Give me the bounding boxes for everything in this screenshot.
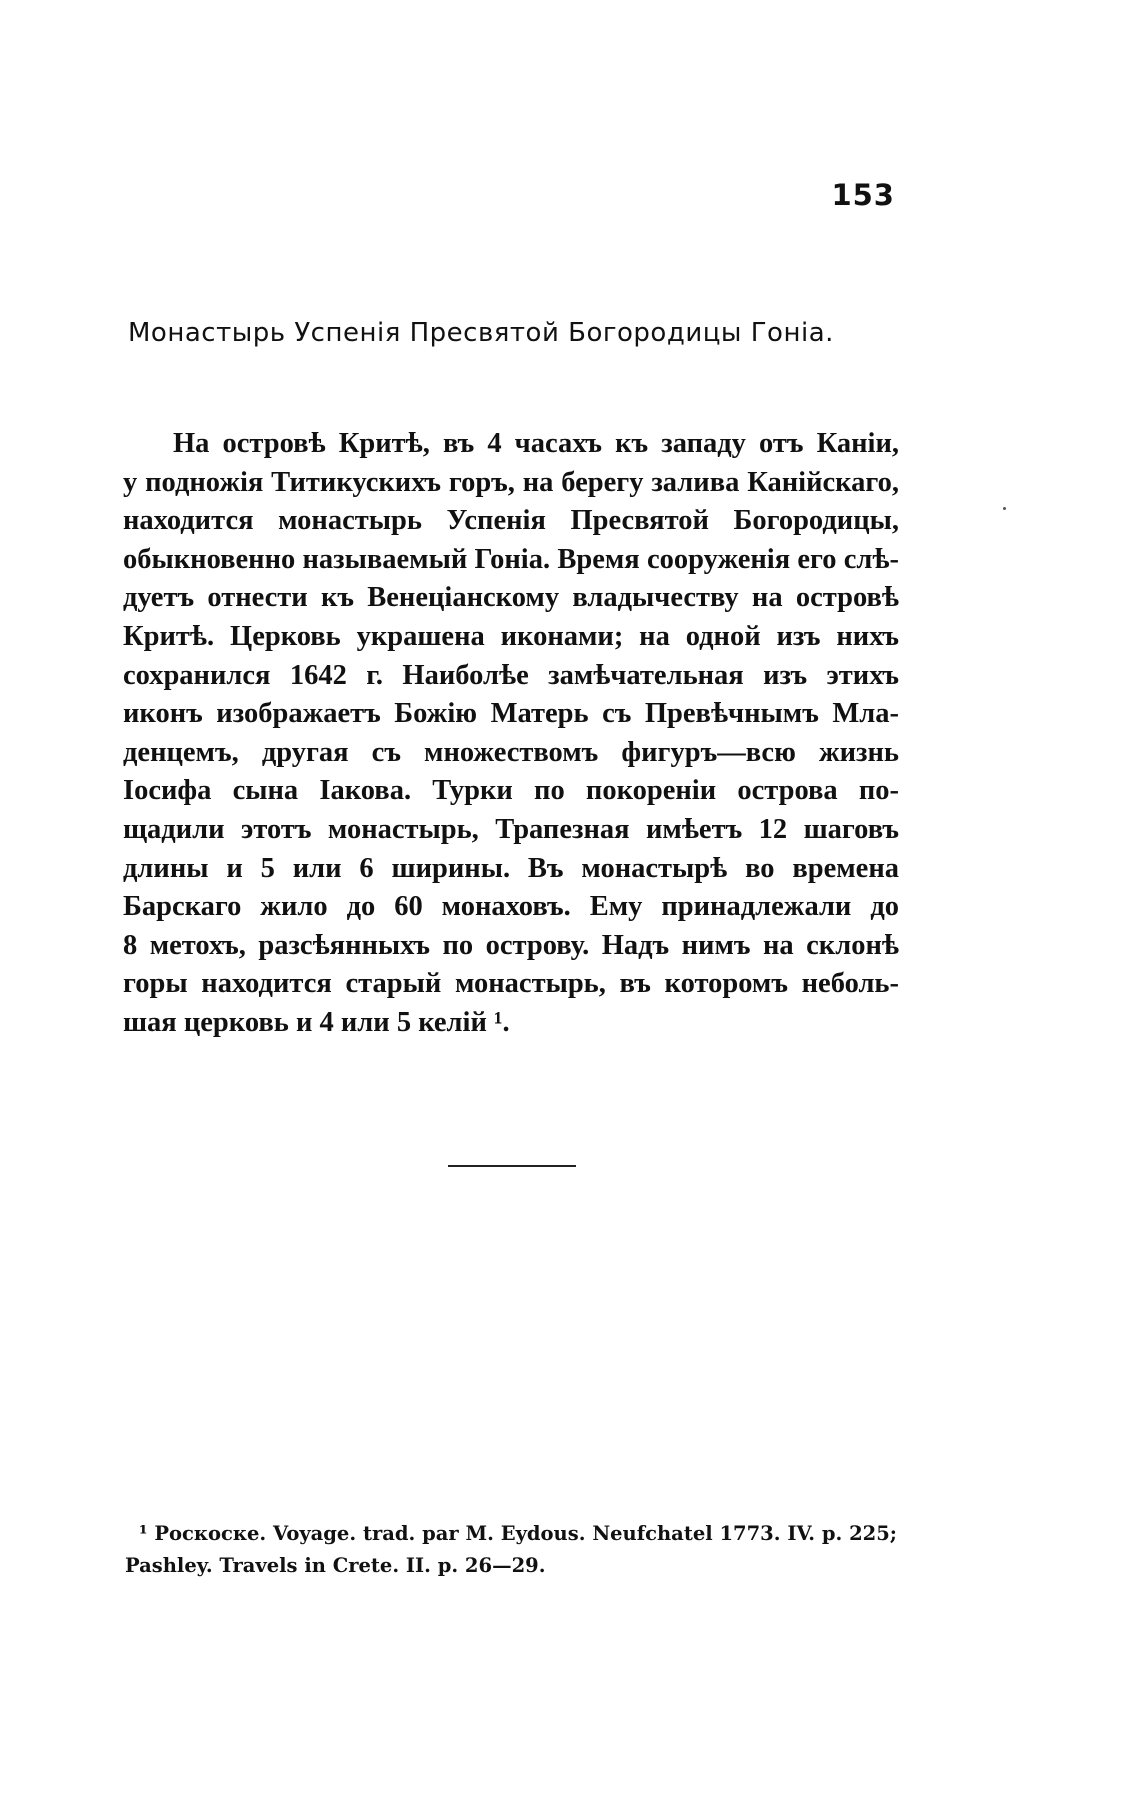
body-line: Іосифа сына Іакова. Турки по покореніи острова по-	[123, 775, 899, 807]
footnote-line: ¹ Роскоске. Voyage. trad. par M. Eydous. Neufchatel 1773. IV. p. 225;	[139, 1522, 897, 1545]
body-line: Критѣ. Церковь украшена иконами; на одной изъ нихъ	[123, 620, 899, 652]
scan-speck	[1003, 507, 1006, 510]
body-line: обыкновенно называемый Гоніа. Время сооруженія его слѣ-	[123, 543, 899, 575]
body-line: у подножія Титикускихъ горъ, на берегу залива Канійскаго,	[123, 466, 899, 498]
body-line: шая церковь и 4 или 5 келій ¹.	[123, 1006, 510, 1038]
body-line: длины и 5 или 6 ширины. Въ монастырѣ во времена	[123, 852, 899, 884]
body-line: щадили этотъ монастырь, Трапезная имѣетъ 12 шаговъ	[123, 813, 899, 845]
body-line: Барскаго жило до 60 монаховъ. Ему принадлежали до	[123, 891, 899, 923]
section-separator-tail	[564, 1165, 576, 1167]
body-line: сохранился 1642 г. Наиболѣе замѣчательная изъ этихъ	[123, 659, 899, 691]
body-line: иконъ изображаетъ Божію Матерь съ Превѣчнымъ Мла-	[123, 698, 899, 730]
body-line: горы находится старый монастырь, въ которомъ неболь-	[123, 968, 899, 1000]
body-line: денцемъ, другая съ множествомъ фигуръ—всю жизнь	[123, 736, 899, 768]
body-text	[123, 425, 899, 1043]
footnote-line: Pashley. Travels in Crete. II. p. 26—29.	[125, 1554, 546, 1577]
page-number: 153	[831, 178, 895, 212]
body-line: дуетъ отнести къ Венеціанскому владычеству на островѣ	[123, 582, 899, 614]
footnote	[125, 1518, 897, 1582]
body-line: находится монастырь Успенія Пресвятой Богородицы,	[123, 505, 899, 537]
section-heading: Монастырь Успенія Пресвятой Богородицы Гоніа.	[128, 318, 834, 348]
body-line: На островѣ Критѣ, въ 4 часахъ къ западу отъ Каніи,	[173, 428, 899, 459]
body-line: 8 метохъ, разсѣянныхъ по острову. Надъ нимъ на склонѣ	[123, 929, 899, 961]
section-separator	[448, 1165, 570, 1167]
